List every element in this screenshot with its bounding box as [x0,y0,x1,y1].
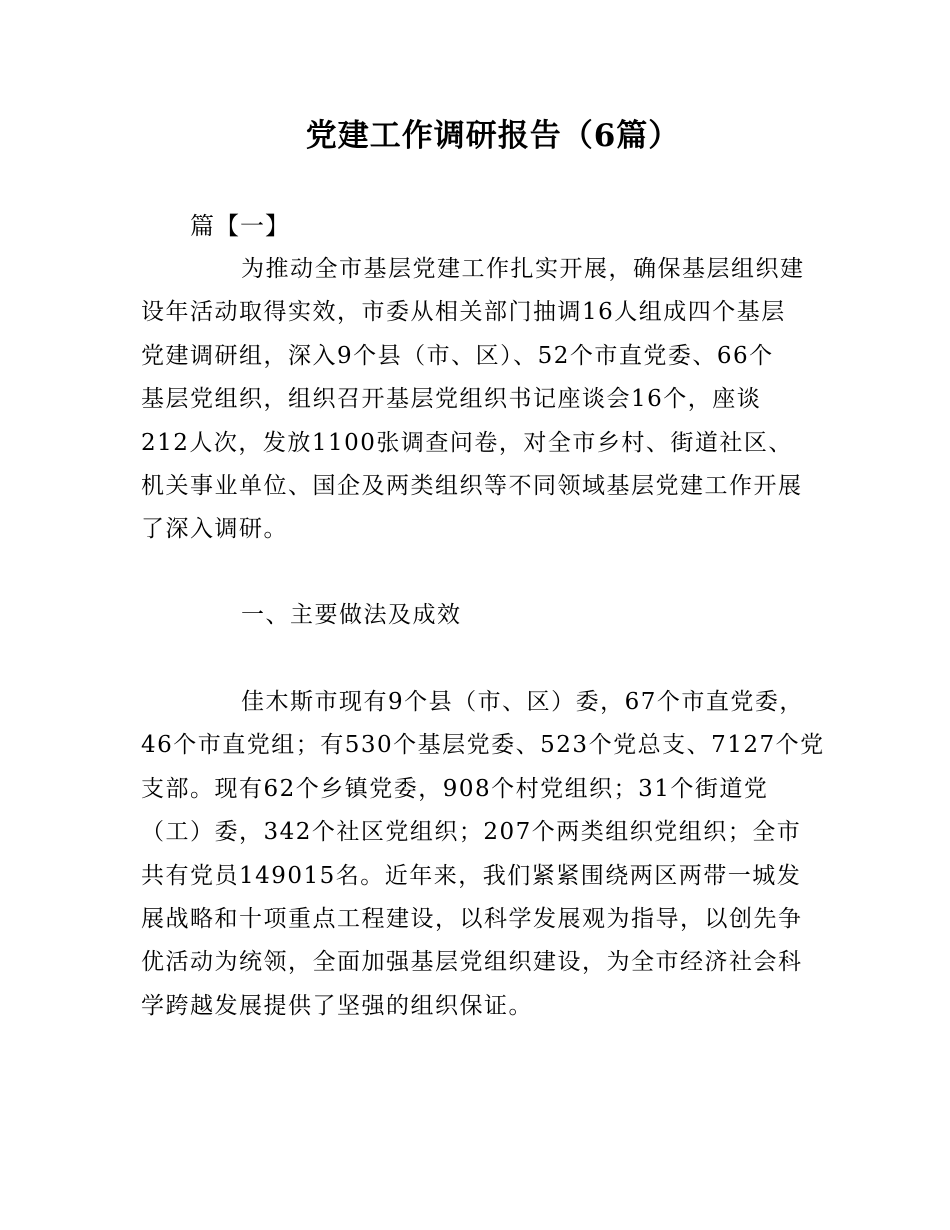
paragraph-line: （工）委，342个社区党组织；207个两类组织党组织；全市 [141,819,802,846]
paragraph-line: 46个市直党组；有530个基层党委、523个党总支、7127个党 [141,732,825,759]
intro-paragraph [141,248,815,552]
section-label: 篇【一】 [190,212,290,240]
paragraph-line: 212人次，发放1100张调查问卷，对全市乡村、街道社区、 [141,429,793,456]
paragraph-line: 支部。现有62个乡镇党委，908个村党组织；31个街道党 [141,775,769,802]
paragraph-line: 为推动全市基层党建工作扎实开展，确保基层组织建 [241,256,805,282]
document-title: 党建工作调研报告（6篇） [305,118,681,154]
subsection-heading [141,594,815,637]
paragraph-line: 设年活动取得实效，市委从相关部门抽调16人组成四个基层 [141,299,786,326]
paragraph-line: 学跨越发展提供了坚强的组织保证。 [141,992,533,1019]
paragraph-line: 机关事业单位、国企及两类组织等不同领域基层党建工作开展 [141,473,803,500]
paragraph-line: 展战略和十项重点工程建设，以科学发展观为指导，以创先争 [141,906,803,933]
paragraph-line: 共有党员149015名。近年来，我们紧紧围绕两区两带一城发 [141,862,802,889]
body-paragraph [141,681,825,1028]
paragraph-line: 佳木斯市现有9个县（市、区）委，67个市直党委， [241,689,804,715]
paragraph-line: 党建调研组，深入9个县（市、区）、52个市直党委、66个 [141,342,774,369]
subsection-heading-text: 一、主要做法及成效 [241,602,462,628]
paragraph-line: 优活动为统领，全面加强基层党组织建设，为全市经济社会科 [141,949,803,976]
paragraph-line: 了深入调研。 [141,516,288,543]
paragraph-line: 基层党组织，组织召开基层党组织书记座谈会16个，座谈 [141,386,762,413]
